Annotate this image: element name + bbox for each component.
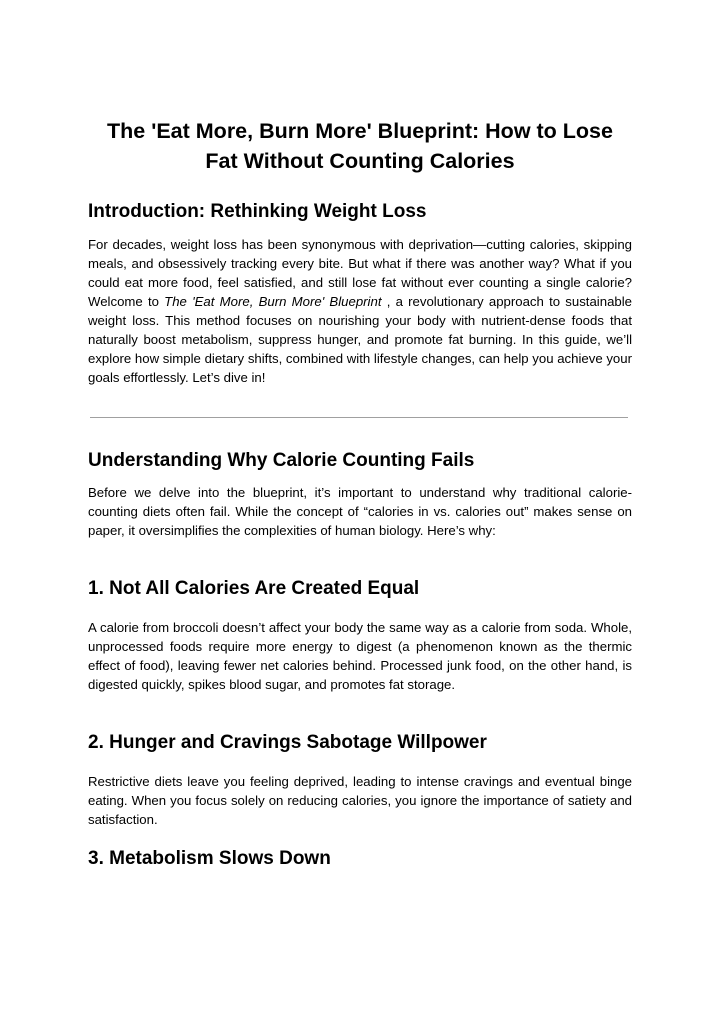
page-title: The 'Eat More, Burn More' Blueprint: How to Lose Fat Without Counting Calories xyxy=(107,119,613,173)
paragraph-text: For decades, weight loss has been synonymous with deprivation—cutting calories, skipping meals, and obsessively tracking every bite. But what if there was another way? What if you could eat more food, feel satisfied, and still lose fat without ever counting a single calorie? Welcome to xyxy=(88,237,632,309)
section-paragraph-calorie-counting: Before we delve into the blueprint, it’s important to understand why traditional calorie-counting diets often fail. While the concept of “calories in vs. calories out” makes sense on paper, it oversimplifies the complexities of human biology. Here’s why: xyxy=(88,485,632,538)
section-heading-metabolism: 3. Metabolism Slows Down xyxy=(88,848,331,869)
paragraph-text: , a revolutionary approach to sustainable weight loss. This method focuses on nourishing your body with nutrient-dense foods that naturally boost metabolism, suppress hunger, and promote fat burning. In this guide, we’ll explore how simple dietary shifts, combined with lifestyle changes, can help you achieve your goals effortlessly. Let’s dive in! xyxy=(88,294,633,385)
blueprint-emphasis: The 'Eat More, Burn More' Blueprint xyxy=(164,294,382,309)
section-paragraph-introduction xyxy=(88,235,632,387)
section-heading-introduction: Introduction: Rethinking Weight Loss xyxy=(88,201,427,222)
section-heading-calorie-counting: Understanding Why Calorie Counting Fails xyxy=(88,450,475,471)
section-paragraph-calories-equal: A calorie from broccoli doesn’t affect your body the same way as a calorie from soda. Whole, unprocessed foods require more energy to digest (a phenomenon known as the thermic effect of food), leaving fewer net calories behind. Processed junk food, on the other hand, is digested quickly, spikes blood sugar, and promotes fat storage. xyxy=(88,620,632,692)
section-heading-calories-equal: 1. Not All Calories Are Created Equal xyxy=(88,578,420,599)
section-heading-hunger-cravings: 2. Hunger and Cravings Sabotage Willpower xyxy=(88,732,487,753)
section-paragraph-hunger-cravings: Restrictive diets leave you feeling deprived, leading to intense cravings and eventual binge eating. When you focus solely on reducing calories, you ignore the importance of satiety and satisfaction. xyxy=(88,774,632,827)
section-divider xyxy=(90,417,628,418)
